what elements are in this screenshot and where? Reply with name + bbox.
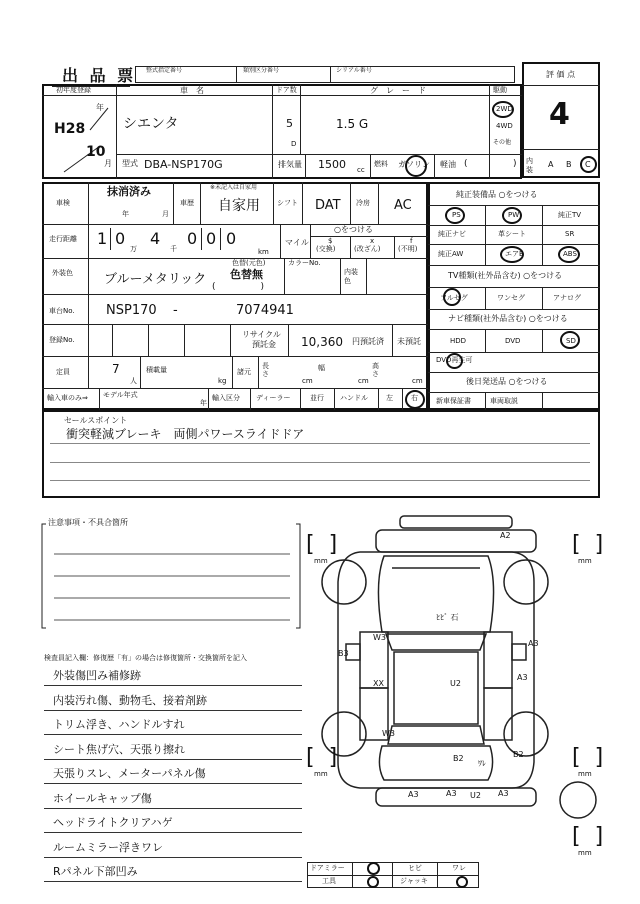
recycle-label-2: 預託金 [252,340,276,349]
history-note: ※未記入は自家用 [210,184,258,191]
interior-label: 内装 [526,157,533,174]
inspector-item-underline [44,881,302,882]
capacity-value: 7 [112,362,120,376]
glass-door-mirror: ドアミラー [310,864,345,872]
option-airbag: エアB [505,250,524,258]
tools-check [367,876,379,888]
inspector-item-underline [44,783,302,784]
options-title: 純正装備品 ○をつける [456,190,538,199]
form-title: 出 品 票 [62,66,137,85]
dvd-playback-circle [446,353,463,369]
tv-title: TV種類(社外品含む) ○をつける [448,271,563,280]
damage-a3-bumper-1: A3 [408,790,419,799]
capacity-unit: 人 [130,377,137,385]
mileage-digit: 1 [97,229,108,248]
tire-mm-rl: mm [314,770,328,778]
nav-sd: SD [566,337,576,345]
doors-value: 5 [286,117,293,130]
first-reg-label: 初年度登録 [56,86,91,94]
sales-points-label: セールスポイント [64,416,128,425]
handle-left: 左 [386,394,393,402]
mileage-circle-note: ○をつける [334,225,373,234]
import-dealer: ディーラー [256,394,291,402]
damage-a3-middle: A3 [517,673,528,682]
fuel-label: 燃料 [374,160,388,168]
shift-value: DAT [315,198,341,213]
details-table [42,182,428,410]
inspector-item: ホイールキャップ傷 [53,791,152,805]
doors-suffix: D [291,140,297,148]
mileage-digit: 0 [226,229,237,248]
cm-unit: cm [358,377,369,385]
inspector-item-underline [44,685,302,686]
mileage-mile: マイル [285,238,309,247]
chassis-dash: - [173,303,178,318]
inspector-item: ヘッドライトクリアハゲ [53,816,173,829]
dim-height-label: 高さ [372,362,379,378]
color-value: ブルーメタリック [104,272,207,287]
car-damage-diagram [320,512,550,812]
dims-label: 諸元 [237,368,251,376]
tire-mm-fl: mm [314,557,328,565]
tv-analog: アナログ [553,294,581,302]
fuel-gasoline-circle [405,155,427,177]
tv-fullseg: フルセグ [440,294,468,302]
fuel-gasoline: ガソリン [398,160,430,169]
door-mirror-check [367,862,380,875]
interior-b: B [566,160,572,169]
damage-a3-bumper-2: A3 [446,789,457,798]
history-label: 車歴 [180,199,194,207]
drive-2wd-circle [492,101,514,118]
dvd-playback: DVD再生可 [436,356,473,364]
inspection-year-unit: 年 [122,210,129,218]
drive-4wd: 4WD [496,122,513,130]
mileage-digit: 0 [115,229,126,248]
option-ps-circle [445,207,465,224]
option-aw: 純正AW [438,250,464,258]
damage-b2-right: B2 [513,750,524,759]
drive-other: その他 [493,139,512,146]
option-tv: 純正TV [558,211,582,219]
venue-no-label: 整式指定番号 [146,67,183,74]
damage-u2: U2 [450,679,461,688]
fuel-diesel: 軽油 [440,160,456,169]
displacement-label: 排気量 [278,160,302,169]
notes-label: 注意事項・不具合箇所 [48,518,128,527]
load-label: 積載量 [146,366,167,374]
interior-color-label: 内装色 [344,268,358,285]
damage-a2: A2 [500,531,511,540]
inspector-item: トリム浮き、ハンドルすれ [53,718,185,731]
inspector-item-underline [44,857,302,858]
inspector-item: シート焦げ穴、天張り擦れ [53,742,185,756]
shift-label: シフト [277,199,298,207]
nav-sd-circle [560,331,580,349]
tv-fullseg-circle [443,288,461,306]
recycle-value: 10,360 [301,335,343,349]
model-year-label: モデル年式 [103,391,138,399]
cooling-label: 冷房 [356,199,370,207]
recycle-deposited: 円預託済 [352,337,384,346]
color-label: 外装色 [52,269,73,277]
model-year-unit: 年 [200,399,207,407]
nav-hdd: HDD [450,337,467,345]
model-label: 型式 [122,159,138,168]
damage-w3-left: W3 [373,633,386,642]
dim-length-label: 長さ [262,362,269,378]
rating-value: 4 [549,97,570,132]
later-manual: 車両取説 [490,397,518,405]
inspector-item: 天張りスレ、メーターパネル傷 [53,767,206,780]
inspector-item-underline [44,832,302,833]
import-label: 輸入車のみ⇒ [47,394,88,402]
header-id-box [135,66,515,83]
history-value: 自家用 [218,198,260,214]
damage-u2-bumper: U2 [470,791,481,800]
tv-oneseg: ワンセグ [497,294,525,302]
glass-chip-header: ヒビ [408,864,422,872]
dim-width-label: 幅 [318,364,325,372]
mileage-unknown: (不明) [398,245,418,253]
car-name-label: 車 名 [180,86,204,95]
damage-chip: ﾋﾋﾞ 石 [436,613,459,622]
tools-label: 工具 [322,877,336,885]
mileage-km-unit: km [258,248,269,256]
damage-a3-right: A3 [528,639,539,648]
damage-w3-rear: W3 [382,729,395,738]
mileage-digit: 4 [150,229,161,248]
nav-dvd: DVD [505,337,521,345]
mileage-digit: 0 [206,229,217,248]
recycle-label-1: リサイクル [242,330,281,339]
interior-a: A [548,160,554,169]
mileage-unknown-symbol: f [410,237,413,245]
handle-right-circle [405,390,425,409]
capacity-label: 定員 [56,368,70,376]
mileage-man-unit: 万 [130,245,137,253]
option-pw: PW [508,211,520,219]
color-no-label: カラーNo. [288,259,321,267]
notes-bracket [40,520,302,632]
rating-label: 評 価 点 [546,70,576,79]
option-airbag-circle [500,246,524,263]
inspector-item-underline [44,734,302,735]
first-reg-era-year: H28 [54,121,86,137]
inspector-item: Rパネル下部凹み [53,865,138,878]
model-value: DBA-NSP170G [144,158,223,171]
import-parallel: 並行 [310,394,324,402]
doors-label: ドア数 [276,86,297,94]
damage-b3: B3 [338,649,349,658]
load-unit: kg [218,377,227,385]
mileage-digit: 0 [187,229,198,248]
damage-a3-bumper-3: A3 [498,789,509,798]
option-leather: 革シート [498,230,526,238]
fuel-paren-open: ( [464,159,468,169]
later-title: 後日発送品 ○をつける [466,377,548,386]
damage-crack: ﾜﾚ [478,759,486,768]
year-unit: 年 [96,103,104,112]
tire-mm-fr: mm [578,557,592,565]
jack-check [456,876,468,888]
handle-label: ハンドル [340,394,368,402]
damage-xx: XX [373,679,384,688]
drive-2wd: 2WD [496,105,513,113]
inspector-item: 内装汚れ傷、動物毛、接着剤跡 [53,693,207,707]
displacement-value: 1500 [318,158,346,171]
cm-unit: cm [412,377,423,385]
inspection-label: 車検 [56,199,70,207]
inspector-item-underline [44,759,302,760]
option-abs: ABS [563,250,577,258]
import-cat-label: 輸入区分 [212,394,240,402]
fuel-paren-close: ) [513,159,517,169]
inspection-month-unit: 月 [162,210,169,218]
inspector-item-underline [44,710,302,711]
color-paren: ( ) [212,282,265,292]
handle-right: 右 [411,394,418,402]
grade-value: 1.5 G [336,117,369,131]
type-cat-label: 類別区分番号 [243,67,280,74]
mileage-label: 走行距離 [49,235,77,243]
inspector-item-underline [44,808,302,809]
interior-c: C [585,160,591,169]
drive-label: 駆動 [493,86,507,94]
option-nav: 純正ナビ [438,230,466,238]
inspector-label: 検査員記入欄：修復歴「有」の場合は修復箇所・交換箇所を記入 [44,654,247,662]
inspector-item: ルームミラー浮きワレ [53,840,163,854]
displacement-unit: cc [357,166,365,174]
registration-label: 登録No. [49,336,75,344]
option-pw-circle [502,207,522,224]
option-ps: PS [452,211,461,219]
mileage-sen-unit: 千 [170,245,177,253]
option-abs-circle [558,246,580,263]
mileage-exchanged-symbol: $ [328,237,333,245]
chassis-prefix: NSP170 [106,303,157,318]
inspector-item: 外装傷凹み補修跡 [53,669,141,682]
mileage-tampered-symbol: x [370,237,375,245]
color-change-value: 色替無 [230,268,263,281]
glass-crack-header: ワレ [452,864,466,872]
grade-label: グ レ ー ド [370,86,426,95]
recycle-not-deposited: 未預託 [397,337,421,346]
cooling-value: AC [394,198,412,213]
jack-label: ジャッキ [400,877,428,885]
damage-b2-rear: B2 [453,754,464,763]
car-name-value: シエンタ [123,116,179,132]
serial-label: シリアル番号 [336,67,372,74]
sales-points-text: 衝突軽減ブレーキ 両側パワースライドドア [66,427,305,441]
color-change-label: 色替(元色) [232,259,266,267]
chassis-number: 7074941 [236,303,294,318]
nav-title: ナビ種類(社外品含む) ○をつける [448,314,568,323]
option-sr: SR [565,230,575,238]
spare-tire-icon [558,780,598,820]
mileage-tampered: (改ざん) [354,245,381,253]
later-warranty: 新車保証書 [436,397,471,405]
cm-unit: cm [302,377,313,385]
tire-mm-spare: mm [578,849,592,857]
month-unit: 月 [104,159,112,168]
mileage-exchanged: (交換) [316,245,336,253]
interior-c-circle [580,156,597,173]
inspection-value: 抹消済み [107,185,151,198]
chassis-label: 車台No. [49,307,75,315]
first-reg-month: 10 [86,144,106,160]
tire-mm-rr: mm [578,770,592,778]
